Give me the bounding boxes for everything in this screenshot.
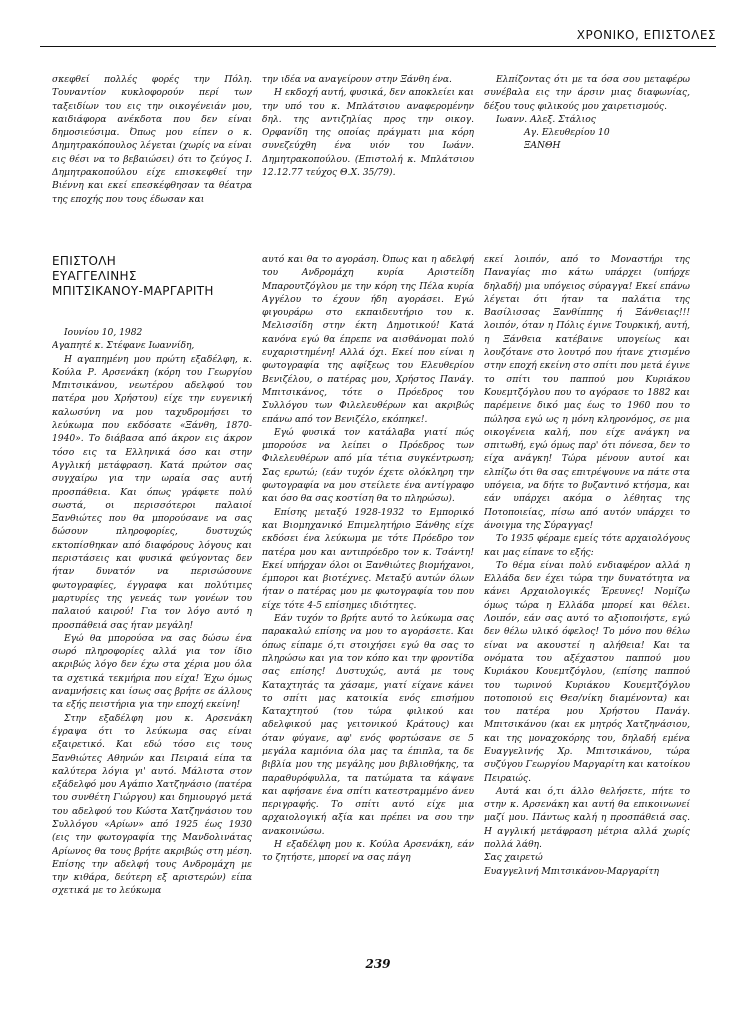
paragraph: Η εξαδέλφη μου κ. Κούλα Αρσενάκη, εάν το ζητήστε, μπορεί να σας πάγη	[262, 840, 474, 864]
paragraph: Επίσης μεταξύ 1928-1932 το Εμπορικό και Βιομηχανικό Επιμελητήριο Ξάνθης είχε εκδόσει ένα λεύκωμα με τότε Πρόεδρο τον πατέρα μου και αντιπρόεδρο τον κ. Τσάντη! Εκεί υπήρχαν όλοι οι Ξανθιώτες βιομήχανοι, έμποροι και βιοτέχνες. Μεταξύ αυτών όλων ήταν ο πατέρας μου με φωτογραφία του που είχε τότε 4-5 επίσημες ιδιότητες.	[262, 507, 474, 611]
paragraph: Το 1935 φέραμε εμείς τότε αρχαιολόγους και μας είπανε το εξής:	[484, 534, 690, 558]
page-number: 239	[365, 957, 391, 971]
paragraph: Η εκδοχή αυτή, φυσικά, δεν αποκλείει και την υπό του κ. Μπλάτσιου αναφερομένην δηλ. της αντιζηλίας προς την οικογ. Ορφανίδη της οποίας πράγματι μια κόρη συνεζεύχθη ένα υιόν του Ιωάνν. Δημητρακοπούλου. (Επιστολή κ. Μπλάτσιου 12.12.77 τεύχος Θ.Χ. 35/79).	[262, 88, 474, 179]
salutation: Αγαπητέ κ. Στέφανε Ιωαννίδη,	[52, 341, 195, 352]
top-column-2	[262, 74, 474, 220]
letter-signature: Ευαγγελινή Μπιτσικάνου-Μαργαρίτη	[484, 866, 659, 877]
paragraph: την ιδέα να αναγείρουν στην Ξάνθη ένα.	[262, 75, 452, 85]
letter-column-1	[52, 254, 252, 958]
top-column-3	[484, 74, 690, 220]
address-line: Αγ. Ελευθερίου 10	[524, 128, 610, 139]
letter-title	[52, 254, 252, 299]
address-city: ΞΑΝΘΗ	[524, 141, 561, 152]
paragraph: αυτό και θα το αγοράση. Όπως και η αδελφή του Ανδρομάχη κυρία Αριστείδη Μπαρουτζόγλου με την κόρη της Πέλα κυρία Αγγέλου το έχουν ήδη αγοράσει. Εγώ φιγουράρω στο εκπαιδευτήριο του κ. Μελισσίδη στην έκτη Δημοτικού! Κατά κανόνα εγώ θα έπρεπε να αισθάνομαι πολύ ευχαριστημένη! Αλλά όχι. Εκεί που είναι η φωτογραφία της αφίξεως του Ελευθερίου Βενιζέλου, ο πατέρας μου, Χρήστος Πανάγ. Μπιτσικάνος, τότε ο Πρόεδρος του Συλλόγου των Φιλελευθέρων και ακριβώς επάνω από τον Βενιζέλο, εκόπηκε!.	[262, 255, 474, 425]
paragraph: εκεί λοιπόν, από το Μοναστήρι της Παναγίας πιο κάτω υπάρχει (υπήρχε δηλαδή) μια υπόγειος σύραγγα! Εκεί επάνω λέγεται ότι ήταν τα παλάτια της Βασίλισσας Ξανθίππης ή Ξάνθειας!!! λοιπόν, όταν η Πόλις έγινε Τουρκική, αυτή, η Ξάνθεια κατέβαινε υπογείως και λουζότανε στο λουτρό που ήτανε χτισμένο στην εποχή εκείνη στο σπίτι που μετά έγινε το σπίτι του παππού μου Κυριάκου Κουεμτζόγλου που το αγόρασε το 1882 και παρέμεινε δικό μας έως το 1960 που το πώλησα εγώ ως η μόνη κληρονόμος, σε μια οικογένεια καλή, που είχε ανάγκη να σπιτωθή, εγώ όμως παρ' ότι πόνεσα, δεν το είχα ανάγκη! Τώρα μένουν αυτοί και ελπίζω ότι θα σας επιτρέψουνε να πάτε στα υπόγεια, να δήτε το βυζαντινό κτήσμα, και εάν υπάρχει ακόμα ο λέθητας της Ποτοποιείας, πίσω από αυτόν υπάρχει το άνοιγμα της Σύραγγας!	[484, 255, 690, 531]
top-column-1	[52, 74, 252, 220]
header-rule	[40, 46, 716, 47]
letter-column-2	[262, 254, 474, 958]
paragraph: Εγώ φυσικά τον κατάλαβα γιατί πώς μπορούσε να λείπει ο Πρόεδρος των Φιλελευθέρων από μία τέτια συγκέντρωση; Σας ερωτώ; (εάν τυχόν έχετε ολόκληρη την φωτογραφία να μου στείλετε ένα αντίγραφο και όσο θα σας κοστίση θα το πληρώσω).	[262, 427, 474, 505]
paragraph: Εγώ θα μπορούσα να σας δώσω ένα σωρό πληροφορίες αλλά για τον ίδιο ακριβώς λόγο δεν έχω στα χέρια μου όλα τα σχετικά τεκμήρια που είχα! Έχω όμως αναμνήσεις και ίσως σας βρήτε σε άλλους τα εξής πειστήρια για την εποχή εκείνη!	[52, 633, 252, 711]
title-line: ΕΠΙΣΤΟΛΗ	[52, 254, 117, 268]
paragraph: Στην εξαδέλφη μου κ. Αρσενάκη έγραψα ότι το λεύκωμα σας είναι εξαιρετικό. Και εδώ τόσο εις τους Ξανθιώτες Αθηνών και Πειραιά είπα τα καλύτερα λόγια γι' αυτό. Μάλιστα στον εξάδελφό μου Αγάπιο Χατζηνάσιο (πατέρα του συνθέτη Γιώργου) και δημιουργό μετά του αδελφού του Κώστα Χατζηνάσιου του Συλλόγου «Αρίων» από 1925 έως 1930 (εις την φωτογραφία της Μανδολινάτας Αρίωνος θα τους βρήτε ακριβώς στη μέση. Επίσης την αδελφή τους Ανδρομάχη με την κιθάρα, δεύτερη εξ αριστερών) είπα σχετικά με το λεύκωμα	[52, 713, 252, 897]
letter-date: Ιουνίου 10, 1982	[64, 328, 143, 338]
paragraph: Αυτά και ό,τι άλλο θελήσετε, πήτε το στην κ. Αρσενάκη και αυτή θα επικοινωνεί μαζί μου. Πάντως καλή η προσπάθειά σας. Η αγγλική μετάφραση μέτρια αλλά χωρίς πολλά λάθη.	[484, 786, 690, 851]
running-header: ΧΡΟΝΙΚΟ, ΕΠΙΣΤΟΛΕΣ	[576, 28, 716, 42]
paragraph: Η αγαπημένη μου πρώτη εξαδέλφη, κ. Κούλα Ρ. Αρσενάκη (κόρη του Γεωργίου Μπιτσικάνου, νεωτέρου αδελφού του πατέρα μου Χρήστου) είχε την ευγενική καλωσύνη να μου ταχυδρομήσει το λεύκωμα που εκδόσατε «Ξάνθη, 1870-1940». Το διάβασα από άκρον εις άκρον τόσο εις τα Ελληνικά όσο και στην Αγγλική μετάφραση. Κατά πρώτον σας συγχαίρω για την ωραία σας αυτή προσπάθεια. Και όπως γράφετε πολύ σωστά, οι περισσότεροι παλαιοί Ξανθιώτες που θα μπορούσανε να σας δώσουν πληροφορίες, δυστυχώς εκτοπίσθηκαν από διαφόρους λόγους και περιστάσεις και φυσικά φεύγοντας δεν ήταν δυνατόν να περισώσουνε φωτογραφίες, έγγραφα και πολύτιμες μαρτυρίες της γενεάς των γονέων του παλαιού καιρού! Για τον λόγο αυτό η προσπάθειά σας ήταν μεγάλη!	[52, 354, 252, 631]
paragraph: Ελπίζοντας ότι με τα όσα σου μεταφέρω συνέβαλα εις την άρσιν μιας διαφωνίας, δέξου τους φιλικούς μου χαιρετισμούς.	[484, 75, 690, 112]
signature-name: Ιωανν. Αλεξ. Στάλιος	[496, 114, 596, 125]
letter-column-3	[484, 254, 690, 958]
title-line: ΕΥΑΓΓΕΛΙΝΗΣ	[52, 269, 137, 283]
paragraph: Το θέμα είναι πολύ ενδιαφέρον αλλά η Ελλάδα δεν έχει τώρα την δυνατότητα να κάνει Αρχαιολογικές Έρευνες! Νομίζω όμως τώρα η Ελλάδα μπορεί και θέλει. Λοιπόν, εάν σας αυτό το αξιοποιήστε, εγώ δεν θέλω υλικό όφελος! Το μόνο που θέλω είναι να ακουστεί η αλήθεια! Και τα ονόματα του αξέχαστου παππού μου Κυριάκου Κουεμτζόγλου, (επίσης παππού του τωρινού Κυριάκου Κουεμτζόγλου ποτοποιού εις Θεσ/νίκη διαμένοντα) και του πατέρα μου Χρήστου Πανάγ. Μπιτσικάνου (και εκ μητρός Χατζηνάσιου, και της μοναχοκόρης του, δηλαδή εμένα Ευαγγελινής Χρ. Μπιτσικάνου, τώρα συζύγου Γεωργίου Μαργαρίτη και κατοίκου Πειραιώς.	[484, 560, 690, 784]
paragraph: σκεφθεί πολλές φορές την Πόλη. Τουναντίον κυκλοφορούν περί των ταξειδίων του εις την οικογένειάν μου, καιδιάφορα ανέκδοτα που δεν είναι δημοσιεύσιμα. Όπως μου είπεν ο κ. Δημητρακόπουλος λέγεται (χωρίς να είναι εις θέσι να το βεβαιώσει) ότι το ζεύγος Ι. Δημητρακοπούλου είχε επισκεφθεί την Βιέννη και εκεί επεσκέφθησαν τα θέατρα της εποχής που τους έδωσαν και	[52, 75, 252, 205]
closing: Σας χαιρετώ	[484, 853, 543, 864]
title-line: ΜΠΙΤΣΙΚΑΝΟΥ-ΜΑΡΓΑΡΙΤΗ	[52, 284, 214, 298]
paragraph: Εάν τυχόν το βρήτε αυτό το λεύκωμα σας παρακαλώ επίσης να μου το αγοράσετε. Και όπως είπαμε ό,τι στοιχήσει εγώ θα σας το πληρώσω και για τον κόπο και την φροντίδα σας επίσης! Δυστυχώς, αυτά με τους Καταχτητάς τα χάσαμε, γιατί είχανε κάνει το σπίτι μας κατοικία ενός επισήμου Καταχτητού (του τώρα φιλικού και αδελφικού μας γειτονικού Κράτους) και όταν φύγανε, αφ' ενός φορτώσανε σε 5 μεγάλα καμιόνια όλα μας τα έπιπλα, τα δε βιβλία μου της μεγάλης μου βιβλιοθήκης, τα παραθυρόφυλλα, τα πατώματα τα κάψανε και αφήσανε ένα σπίτι κατεστραμμένο άνευ περιγραφής. Το σπίτι αυτό είχε μια αρχαιολογική αξία και πρέπει να σου την ανακοινώσω.	[262, 614, 474, 837]
